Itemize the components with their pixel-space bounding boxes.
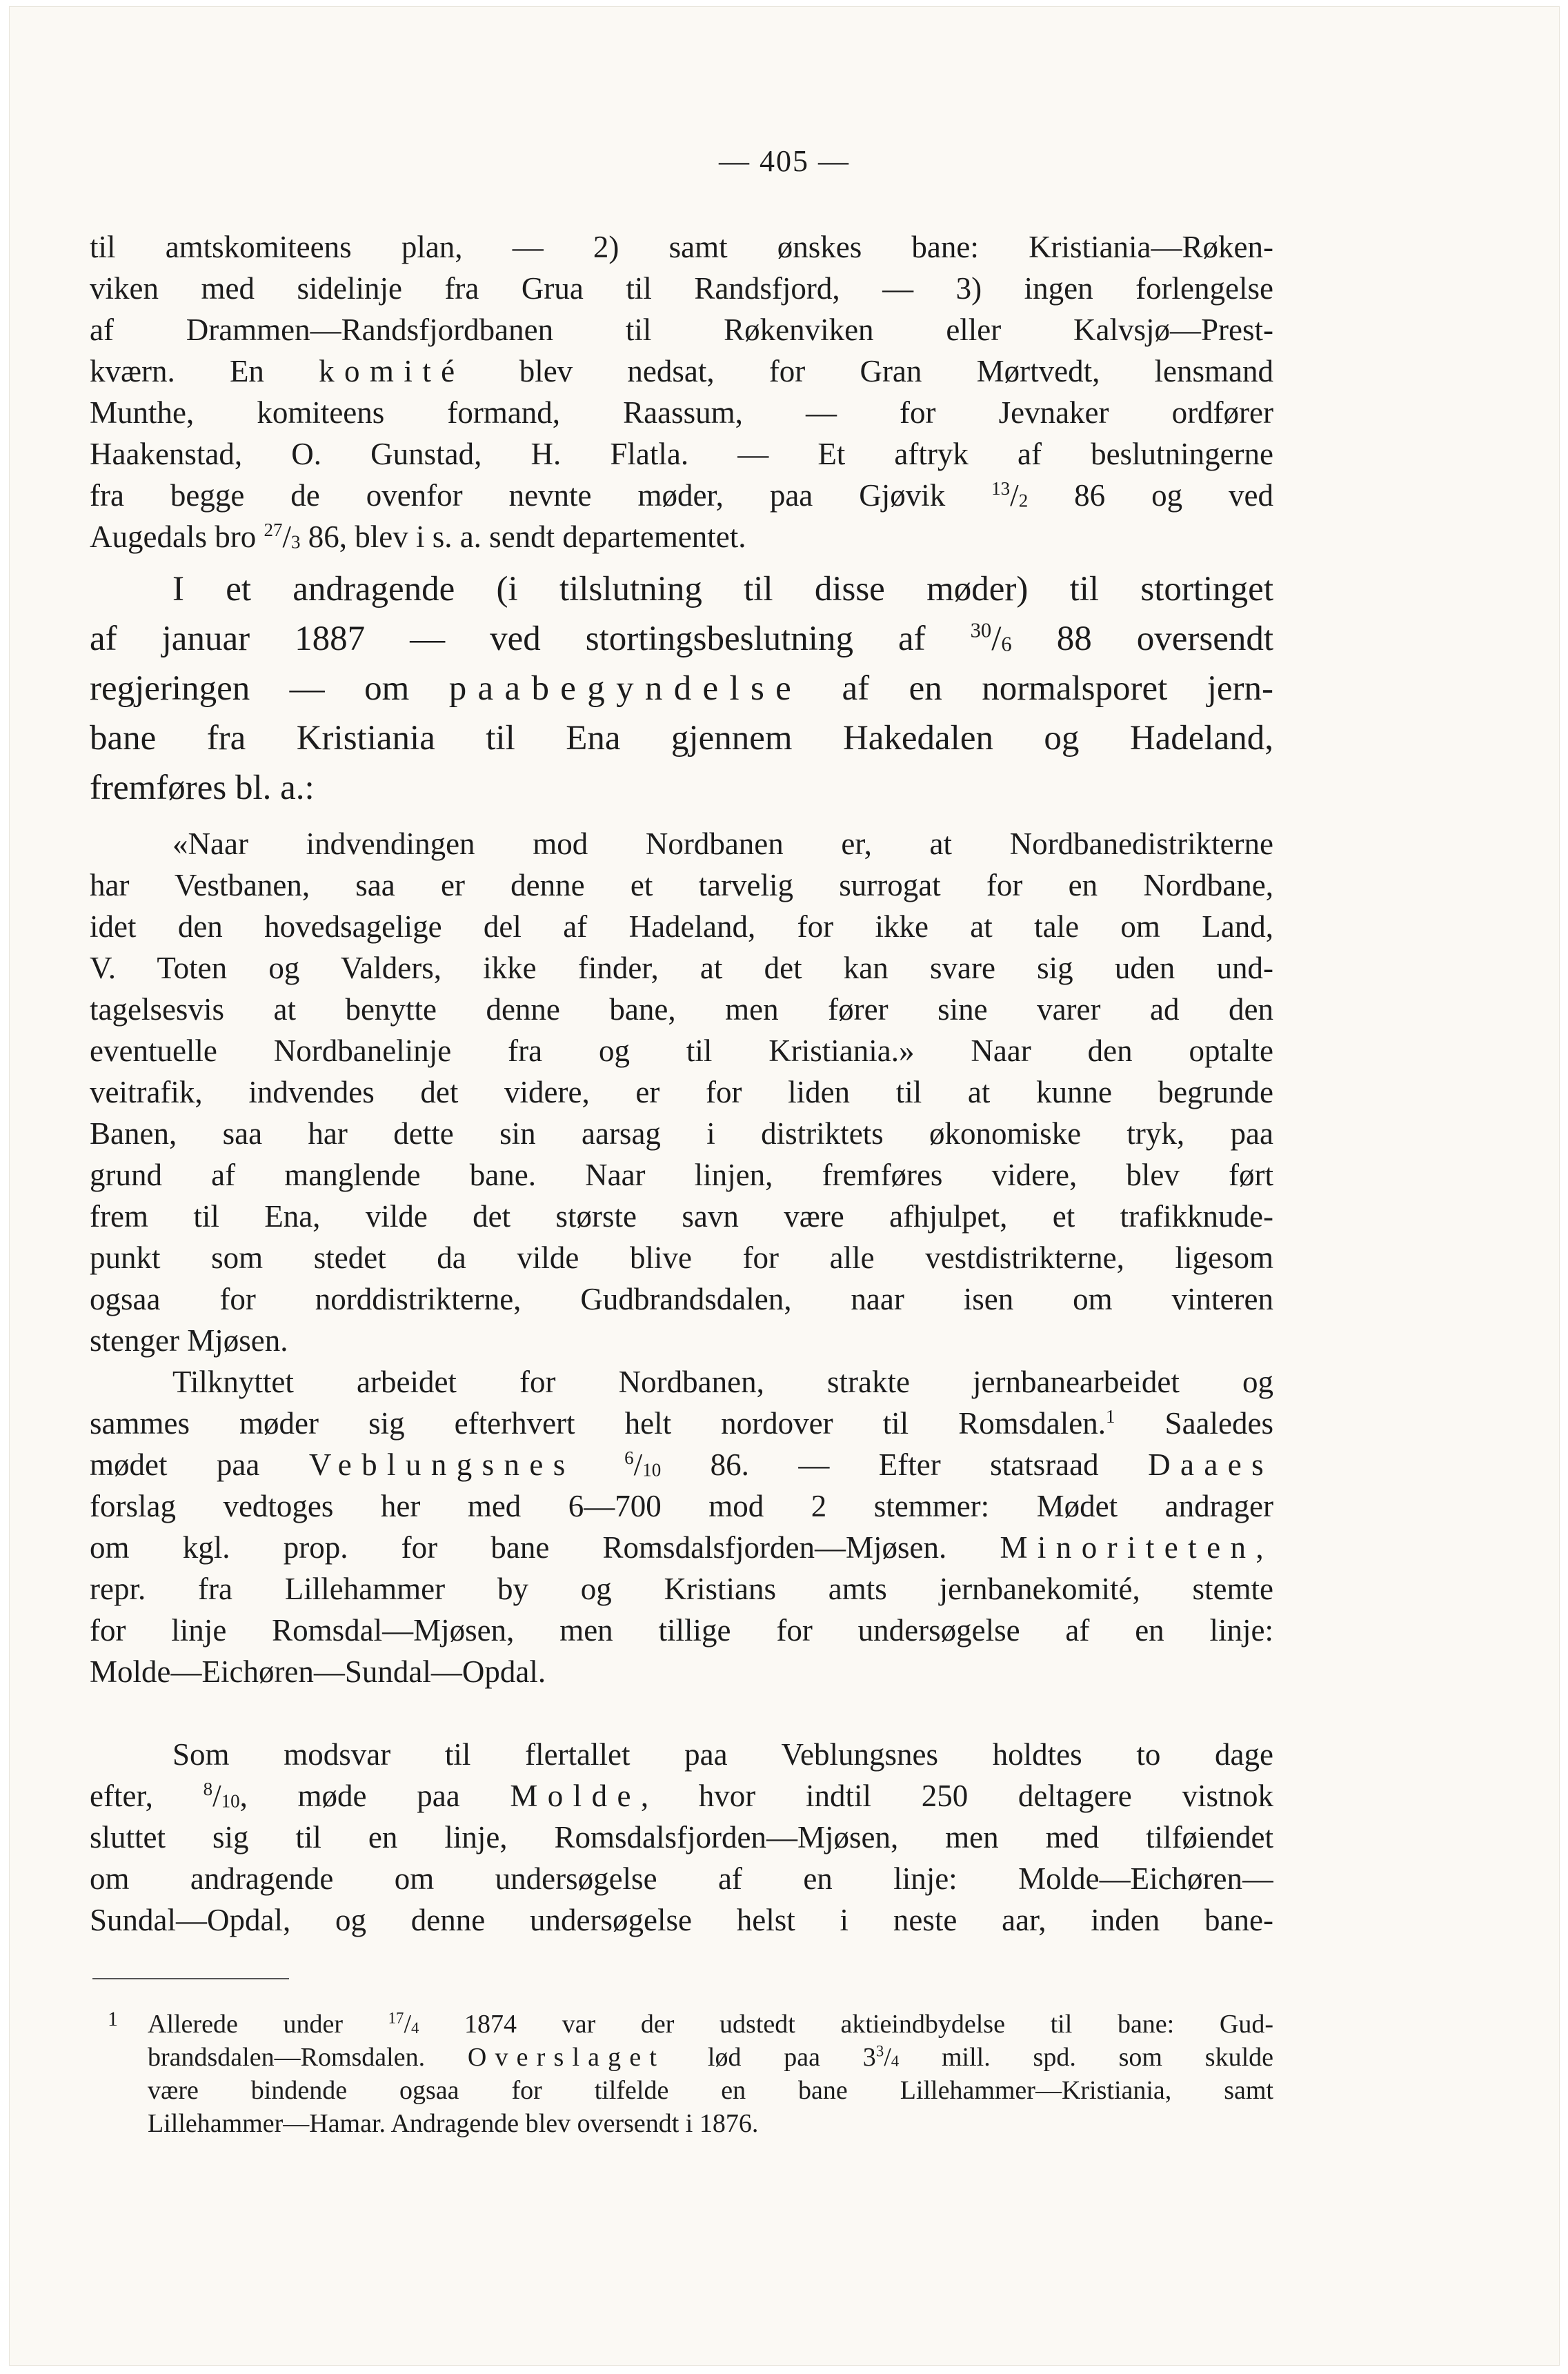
- spaced-term: komité: [319, 354, 465, 388]
- spaced-term: Minoriteten,: [1000, 1530, 1273, 1565]
- fraction-denominator: 10: [221, 1790, 240, 1812]
- text-line: kværn. En komité blev nedsat, for Gran Mørtvedt, lensmand: [90, 354, 1273, 388]
- text-line: «Naar indvendingen mod Nordbanen er, at Nordbanedistrikterne: [172, 827, 1273, 861]
- fraction-denominator: 6: [1001, 632, 1012, 656]
- spaced-term: Overslaget: [467, 2043, 666, 2072]
- spaced-term: paabegyndelse: [448, 669, 803, 708]
- text-line: til amtskomiteens plan, — 2) samt ønskes bane: Kristiania—Røken-: [90, 230, 1273, 264]
- text-line: regjeringen — om paabegyndelse af en normalsporet jern-: [90, 669, 1273, 708]
- fraction-numerator: 30: [970, 618, 992, 642]
- footnote-line: være bindende ogsaa for tilfelde en bane Lillehammer—Kristiania, samt: [148, 2076, 1273, 2105]
- text-line: Munthe, komiteens formand, Raassum, — for Jevnaker ordfører: [90, 395, 1273, 430]
- text-line: tagelsesvis at benytte denne bane, men fører sine varer ad den: [90, 992, 1273, 1027]
- fraction-denominator: 4: [411, 2019, 419, 2037]
- text-line: Som modsvar til flertallet paa Veblungsnes holdtes to dage: [172, 1737, 1273, 1772]
- footnote-line: Lillehammer—Hamar. Andragende blev oversendt i 1876.: [148, 2109, 759, 2138]
- text-line: sammes møder sig efterhvert helt nordover til Romsdalen.$^1$ Saaledes: [90, 1405, 1273, 1441]
- text-line: fra begge de ovenfor nevnte møder, paa Gjøvik $^{13}/_2$ 86 og ved: [90, 477, 1273, 513]
- footnote-line: Allerede under $^{17}/_4$ 1874 var der udstedt aktieindbydelse til bane: Gud-: [148, 2009, 1273, 2039]
- text-line: idet den hovedsagelige del af Hadeland, for ikke at tale om Land,: [90, 909, 1273, 944]
- paragraph-5: [90, 1734, 1273, 1941]
- text-line: har Vestbanen, saa er denne et tarvelig surrogat for en Nordbane,: [90, 868, 1273, 902]
- text-line: efter, $^8/_{10}$, møde paa Molde, hvor indtil 250 deltagere vistnok: [90, 1778, 1273, 1813]
- text-line: bane fra Kristiania til Ena gjennem Hakedalen og Hadeland,: [90, 719, 1273, 758]
- text-line: for linje Romsdal—Mjøsen, men tillige for undersøgelse af en linje:: [90, 1613, 1273, 1648]
- document-page: [10, 7, 1559, 2365]
- paragraph-4: [90, 1361, 1273, 1692]
- text-line: Haakenstad, O. Gunstad, H. Flatla. — Et aftryk af beslutningerne: [90, 437, 1273, 471]
- paragraph-1: [90, 226, 1273, 557]
- text-line: fremføres bl. a.:: [90, 769, 315, 807]
- fraction-numerator: 13: [991, 477, 1011, 499]
- fraction-denominator: 3: [290, 531, 301, 553]
- text-line: om andragende om undersøgelse af en linje: Molde—Eichøren—: [90, 1861, 1273, 1896]
- fraction-numerator: 3: [875, 2042, 884, 2060]
- text-line: om kgl. prop. for bane Romsdalsfjorden—Mjøsen. Minoriteten,: [90, 1530, 1273, 1565]
- footnote-line: brandsdalen—Romsdalen. Overslaget lød paa $3^3/_4$ mill. spd. som skulde: [148, 2042, 1273, 2072]
- text-line: grund af manglende bane. Naar linjen, fremføres videre, blev ført: [90, 1158, 1273, 1192]
- text-line: af januar 1887 — ved stortingsbeslutning af $^{30}/_6$ 88 oversendt: [90, 618, 1273, 658]
- fraction-numerator: 6: [624, 1447, 634, 1468]
- spaced-term: Daaes: [1148, 1447, 1273, 1482]
- spaced-term: Molde: [510, 1779, 641, 1813]
- text-line: viken med sidelinje fra Grua til Randsfjord, — 3) ingen forlengelse: [90, 271, 1273, 306]
- text-line: veitrafik, indvendes det videre, er for liden til at kunne begrunde: [90, 1075, 1273, 1109]
- fraction-denominator: 4: [891, 2052, 900, 2070]
- text-line: frem til Ena, vilde det største savn være afhjulpet, et trafikknude-: [90, 1199, 1273, 1234]
- text-line: eventuelle Nordbanelinje fra og til Kristiania.» Naar den optalte: [90, 1033, 1273, 1068]
- paragraph-3: [90, 823, 1273, 1361]
- fraction-numerator: 17: [388, 2009, 404, 2027]
- text-line: Tilknyttet arbeidet for Nordbanen, strakte jernbanearbeidet og: [172, 1365, 1273, 1399]
- text-line: V. Toten og Valders, ikke finder, at det kan svare sig uden und-: [90, 951, 1273, 985]
- text-line: af Drammen—Randsfjordbanen til Røkenviken eller Kalvsjø—Prest-: [90, 313, 1273, 347]
- paragraph-2: [90, 564, 1273, 813]
- footnote-reference: 1: [1105, 1405, 1115, 1427]
- text-line: mødet paa Veblungsnes $^6/_{10}$ 86. — Efter statsraad Daaes: [90, 1447, 1273, 1482]
- fraction-denominator: 2: [1018, 490, 1029, 511]
- fraction-denominator: 10: [642, 1459, 662, 1481]
- footnote-divider: [92, 1978, 289, 1979]
- text-line: punkt som stedet da vilde blive for alle vestdistrikterne, ligesom: [90, 1240, 1273, 1275]
- text-line: Sundal—Opdal, og denne undersøgelse helst i neste aar, inden bane-: [90, 1903, 1273, 1937]
- fraction-numerator: 27: [264, 519, 283, 540]
- text-line: Molde—Eichøren—Sundal—Opdal.: [90, 1654, 546, 1689]
- text-line: stenger Mjøsen.: [90, 1323, 288, 1358]
- footnote-marker: 1: [108, 2008, 118, 2030]
- text-line: Banen, saa har dette sin aarsag i distriktets økonomiske tryk, paa: [90, 1116, 1273, 1151]
- text-line: sluttet sig til en linje, Romsdalsfjorden—Mjøsen, men med tilføiendet: [90, 1820, 1273, 1854]
- text-line: repr. fra Lillehammer by og Kristians amts jernbanekomité, stemte: [90, 1572, 1273, 1606]
- text-line: Augedals bro $^{27}/_3$ 86, blev i s. a. sendt departementet.: [90, 519, 746, 554]
- text-line: forslag vedtoges her med 6—700 mod 2 stemmer: Mødet andrager: [90, 1489, 1273, 1523]
- page-number: — 405 —: [719, 144, 850, 178]
- fraction-numerator: 8: [203, 1778, 213, 1799]
- footnote: [108, 2008, 1273, 2140]
- spaced-term: Veblungsnes: [308, 1447, 575, 1482]
- text-line: I et andragende (i tilslutning til disse møder) til stortinget: [172, 570, 1273, 609]
- text-line: ogsaa for norddistrikterne, Gudbrandsdalen, naar isen om vinteren: [90, 1282, 1273, 1316]
